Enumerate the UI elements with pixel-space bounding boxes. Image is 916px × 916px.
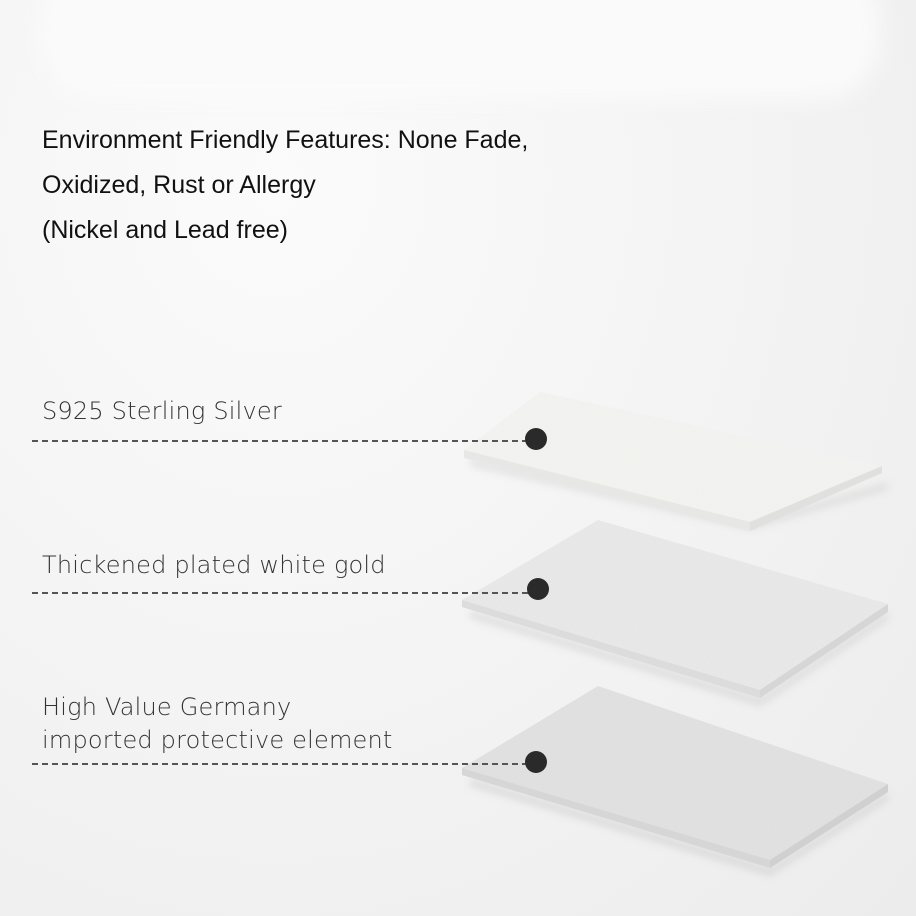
headline-line-2: Oxidized, Rust or Allergy: [42, 171, 316, 199]
white-gold-layer-marker: [527, 578, 549, 600]
protective-element-label-line-1: High Value Germany: [42, 693, 292, 721]
white-gold-layer: [462, 520, 888, 706]
silver-layer-marker: [525, 428, 547, 450]
headline-line-1: Environment Friendly Features: None Fade,: [42, 126, 529, 154]
protective-element-marker: [525, 751, 547, 773]
silver-layer-leader-line: [32, 440, 528, 442]
white-gold-layer-leader-line: [32, 592, 528, 594]
silver-layer-label: S925 Sterling Silver: [42, 397, 282, 425]
protective-element-layer: [462, 686, 888, 876]
protective-element-label-line-2: imported protective element: [42, 726, 393, 754]
silver-layer: [464, 392, 888, 531]
headline-line-3: (Nickel and Lead free): [42, 216, 288, 244]
protective-element-leader-line: [32, 763, 528, 765]
white-gold-layer-label: Thickened plated white gold: [42, 551, 386, 579]
